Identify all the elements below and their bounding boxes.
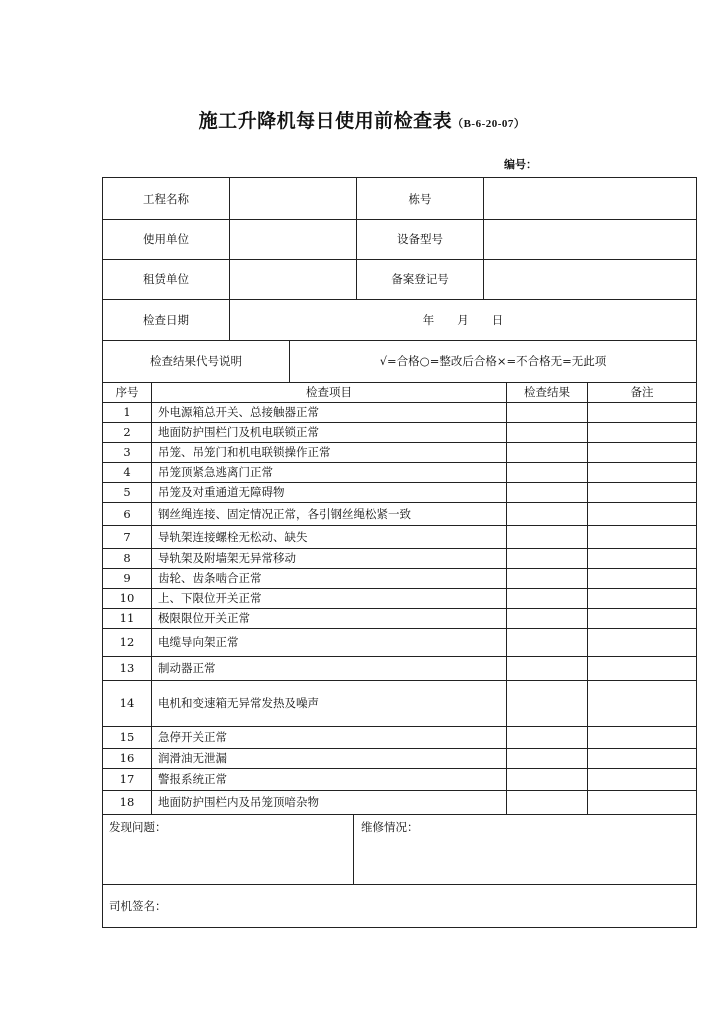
row-result-cell[interactable] [507, 462, 587, 482]
row-result-cell[interactable] [507, 502, 587, 525]
row-check-item: 电缆导向架正常 [158, 635, 239, 649]
row-number: 6 [123, 506, 131, 521]
header-remark: 备注 [630, 385, 654, 399]
form-table [102, 177, 697, 928]
building-no-label: 栋号 [408, 191, 432, 206]
row-check-item: 外电源箱总开关、总接触器正常 [158, 405, 319, 419]
row-number: 10 [119, 591, 135, 605]
building-no-field[interactable] [484, 178, 696, 219]
row-number: 17 [119, 772, 135, 786]
row-check-item: 地面防护围栏内及吊笼顶喑杂物 [158, 795, 319, 809]
project-name-label: 工程名称 [143, 191, 189, 206]
row-result-cell[interactable] [507, 568, 587, 588]
row-number: 11 [119, 611, 135, 625]
row-remark-cell[interactable] [588, 748, 696, 768]
row-remark-cell[interactable] [588, 588, 696, 608]
row-number: 5 [123, 485, 131, 499]
row-check-item: 润滑油无泄漏 [158, 751, 227, 765]
lease-unit-field[interactable] [230, 259, 356, 299]
row-number: 12 [119, 635, 135, 649]
row-number: 3 [123, 445, 131, 459]
row-result-cell[interactable] [507, 726, 587, 748]
serial-number-label: 编号： [504, 158, 537, 171]
row-check-item: 齿轮、齿条啮合正常 [158, 571, 262, 585]
user-unit-field[interactable] [230, 219, 356, 259]
row-remark-cell[interactable] [588, 608, 696, 628]
row-remark-cell[interactable] [588, 482, 696, 502]
row-number: 13 [119, 661, 135, 675]
check-date-field[interactable]: 年 月 日 [422, 312, 504, 327]
row-result-cell[interactable] [507, 790, 587, 814]
row-check-item: 导轨架及附墙架无异常移动 [158, 551, 296, 565]
row-remark-cell[interactable] [588, 768, 696, 790]
registration-no-field[interactable] [484, 259, 696, 299]
form-title [0, 106, 724, 133]
form-title-main: 施工升降机每日使用前检查表 [198, 110, 453, 132]
row-check-item: 制动器正常 [158, 661, 216, 675]
row-remark-cell[interactable] [588, 790, 696, 814]
row-remark-cell[interactable] [588, 502, 696, 525]
row-remark-cell[interactable] [588, 568, 696, 588]
row-number: 18 [119, 795, 135, 809]
row-remark-cell[interactable] [588, 462, 696, 482]
row-result-cell[interactable] [507, 442, 587, 462]
equipment-model-label: 设备型号 [397, 232, 443, 246]
row-remark-cell[interactable] [588, 525, 696, 548]
repair-label: 维修情况： [361, 820, 419, 834]
row-result-cell[interactable] [507, 588, 587, 608]
header-no: 序号 [115, 385, 139, 399]
check-date-label: 检查日期 [143, 312, 189, 327]
row-result-cell[interactable] [507, 422, 587, 442]
row-check-item: 上、下限位开关正常 [158, 591, 262, 605]
result-code-legend: √=合格○=整改后合格×=不合格无=无此项 [379, 354, 607, 368]
row-result-cell[interactable] [507, 402, 587, 422]
row-result-cell[interactable] [507, 608, 587, 628]
row-number: 2 [123, 425, 131, 439]
row-result-cell[interactable] [507, 656, 587, 680]
header-item: 检查项目 [306, 385, 352, 399]
row-number: 15 [119, 730, 135, 744]
header-result: 检查结果 [524, 385, 570, 399]
row-remark-cell[interactable] [588, 402, 696, 422]
row-check-item: 吊笼、吊笼门和机电联锁操作正常 [158, 445, 331, 459]
row-remark-cell[interactable] [588, 726, 696, 748]
row-result-cell[interactable] [507, 525, 587, 548]
form-code: （B-6-20-07） [452, 118, 526, 130]
equipment-model-field[interactable] [484, 219, 696, 259]
row-result-cell[interactable] [507, 680, 587, 726]
row-check-item: 钢丝绳连接、固定情况正常，各引钢丝绳松紧一致 [158, 506, 411, 521]
row-result-cell[interactable] [507, 748, 587, 768]
row-check-item: 导轨架连接螺栓无松动、缺失 [158, 529, 308, 544]
row-check-item: 吊笼顶紧急逃离门正常 [158, 465, 273, 479]
row-remark-cell[interactable] [588, 442, 696, 462]
row-number: 1 [123, 405, 131, 419]
row-check-item: 急停开关正常 [158, 730, 227, 744]
row-remark-cell[interactable] [588, 680, 696, 726]
row-result-cell[interactable] [507, 482, 587, 502]
row-number: 4 [123, 465, 131, 479]
row-check-item: 吊笼及对重通道无障碍物 [158, 485, 285, 499]
registration-no-label: 备案登记号 [391, 272, 449, 286]
user-unit-label: 使用单位 [143, 232, 189, 246]
row-result-cell[interactable] [507, 768, 587, 790]
row-remark-cell[interactable] [588, 628, 696, 656]
row-number: 16 [119, 751, 135, 765]
row-check-item: 极限限位开关正常 [158, 611, 250, 625]
row-result-cell[interactable] [507, 548, 587, 568]
row-check-item: 电机和变速箱无异常发热及噪声 [158, 696, 319, 710]
result-code-label: 检查结果代号说明 [150, 354, 242, 368]
row-remark-cell[interactable] [588, 656, 696, 680]
row-check-item: 地面防护围栏门及机电联锁正常 [158, 425, 319, 439]
row-remark-cell[interactable] [588, 548, 696, 568]
driver-signature-label[interactable]: 司机签名： [109, 899, 167, 913]
row-number: 14 [119, 696, 135, 710]
row-result-cell[interactable] [507, 628, 587, 656]
problems-label: 发现问题： [109, 820, 167, 834]
row-number: 7 [123, 529, 131, 544]
row-number: 8 [123, 551, 131, 565]
lease-unit-label: 租赁单位 [143, 272, 189, 286]
row-check-item: 警报系统正常 [158, 772, 227, 786]
row-number: 9 [123, 571, 131, 585]
project-name-field[interactable] [230, 178, 356, 219]
row-remark-cell[interactable] [588, 422, 696, 442]
